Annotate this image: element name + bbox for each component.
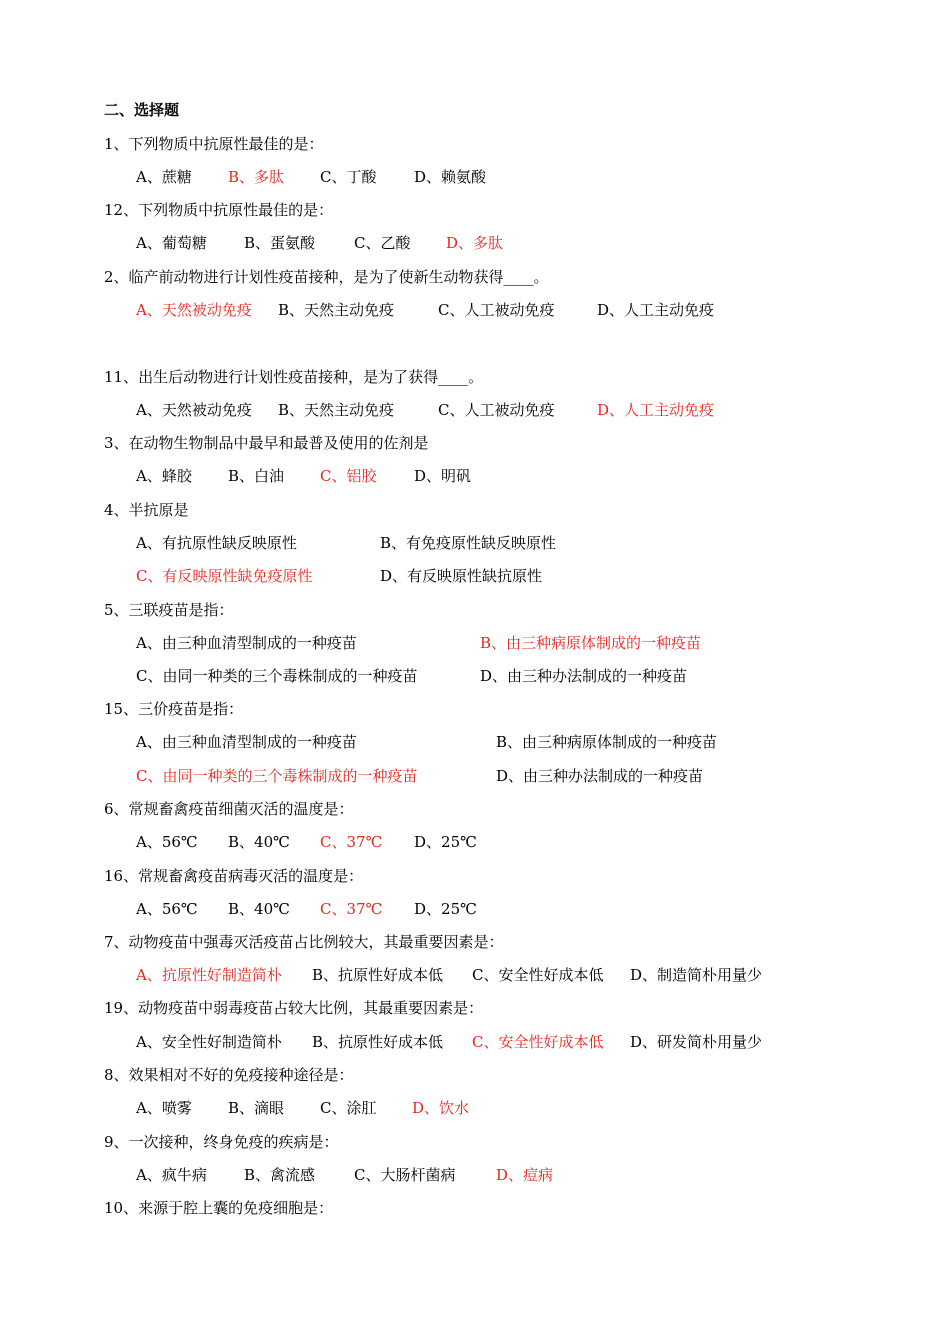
question-stem: 1、下列物质中抗原性最佳的是： bbox=[104, 135, 324, 153]
question-stem: 7、动物疫苗中强毒灭活疫苗占比例较大，其最重要因素是： bbox=[104, 933, 504, 951]
answer-option: D、研发简朴用量少 bbox=[630, 1033, 763, 1051]
question-stem: 8、效果相对不好的免疫接种途径是： bbox=[104, 1066, 354, 1084]
question-stem: 9、一次接种，终身免疫的疾病是： bbox=[104, 1133, 339, 1151]
correct-option: D、人工主动免疫 bbox=[597, 401, 715, 419]
question-stem: 16、常规畜禽疫苗病毒灭活的温度是： bbox=[104, 867, 364, 885]
answer-option: B、蛋氨酸 bbox=[244, 234, 316, 252]
question-stem: 10、来源于腔上囊的免疫细胞是： bbox=[104, 1199, 334, 1217]
answer-option: C、安全性好成本低 bbox=[472, 966, 604, 984]
answer-option: D、有反映原性缺抗原性 bbox=[380, 567, 543, 585]
question-stem: 4、半抗原是 bbox=[104, 501, 189, 519]
answer-option: A、由三种血清型制成的一种疫苗 bbox=[136, 733, 357, 751]
correct-option: C、37℃ bbox=[320, 900, 383, 918]
answer-option: D、由三种办法制成的一种疫苗 bbox=[480, 667, 688, 685]
answer-option: A、由三种血清型制成的一种疫苗 bbox=[136, 634, 357, 652]
correct-option: C、由同一种类的三个毒株制成的一种疫苗 bbox=[136, 767, 418, 785]
question-stem: 5、三联疫苗是指： bbox=[104, 601, 234, 619]
correct-option: B、多肽 bbox=[228, 168, 285, 186]
answer-option: B、天然主动免疫 bbox=[278, 301, 395, 319]
correct-option: D、饮水 bbox=[412, 1099, 470, 1117]
question-stem: 2、临产前动物进行计划性疫苗接种，是为了使新生动物获得____。 bbox=[104, 268, 549, 286]
correct-option: D、多肽 bbox=[446, 234, 504, 252]
section-title: 二、选择题 bbox=[104, 101, 180, 119]
answer-option: C、大肠杆菌病 bbox=[354, 1166, 456, 1184]
question-stem: 19、动物疫苗中弱毒疫苗占较大比例，其最重要因素是： bbox=[104, 999, 484, 1017]
question-stem: 15、三价疫苗是指： bbox=[104, 700, 244, 718]
answer-option: C、乙酸 bbox=[354, 234, 411, 252]
answer-option: D、制造简朴用量少 bbox=[630, 966, 763, 984]
answer-option: A、56℃ bbox=[136, 900, 198, 918]
answer-option: B、滴眼 bbox=[228, 1099, 285, 1117]
answer-option: A、安全性好制造简朴 bbox=[136, 1033, 282, 1051]
answer-option: D、赖氨酸 bbox=[414, 168, 487, 186]
correct-option: C、铝胶 bbox=[320, 467, 377, 485]
answer-option: B、禽流感 bbox=[244, 1166, 316, 1184]
correct-option: D、痘病 bbox=[496, 1166, 554, 1184]
answer-option: C、涂肛 bbox=[320, 1099, 377, 1117]
answer-option: A、喷雾 bbox=[136, 1099, 192, 1117]
answer-option: C、人工被动免疫 bbox=[438, 401, 555, 419]
answer-option: D、25℃ bbox=[414, 900, 477, 918]
answer-option: B、抗原性好成本低 bbox=[312, 1033, 444, 1051]
answer-option: B、40℃ bbox=[228, 900, 290, 918]
answer-option: C、丁酸 bbox=[320, 168, 377, 186]
correct-option: C、安全性好成本低 bbox=[472, 1033, 604, 1051]
answer-option: B、40℃ bbox=[228, 833, 290, 851]
correct-option: B、由三种病原体制成的一种疫苗 bbox=[480, 634, 702, 652]
answer-option: D、由三种办法制成的一种疫苗 bbox=[496, 767, 704, 785]
answer-option: B、有免疫原性缺反映原性 bbox=[380, 534, 557, 552]
answer-option: B、抗原性好成本低 bbox=[312, 966, 444, 984]
question-stem: 6、常规畜禽疫苗细菌灭活的温度是： bbox=[104, 800, 354, 818]
answer-option: A、有抗原性缺反映原性 bbox=[136, 534, 297, 552]
answer-option: B、白油 bbox=[228, 467, 285, 485]
answer-option: B、天然主动免疫 bbox=[278, 401, 395, 419]
correct-option: C、有反映原性缺免疫原性 bbox=[136, 567, 313, 585]
answer-option: A、天然被动免疫 bbox=[136, 401, 252, 419]
correct-option: A、抗原性好制造简朴 bbox=[136, 966, 282, 984]
answer-option: B、由三种病原体制成的一种疫苗 bbox=[496, 733, 718, 751]
answer-option: A、蔗糖 bbox=[136, 168, 192, 186]
answer-option: A、56℃ bbox=[136, 833, 198, 851]
correct-option: A、天然被动免疫 bbox=[136, 301, 252, 319]
answer-option: A、疯牛病 bbox=[136, 1166, 207, 1184]
answer-option: C、由同一种类的三个毒株制成的一种疫苗 bbox=[136, 667, 418, 685]
answer-option: D、明矾 bbox=[414, 467, 472, 485]
answer-option: A、葡萄糖 bbox=[136, 234, 207, 252]
answer-option: D、人工主动免疫 bbox=[597, 301, 715, 319]
answer-option: D、25℃ bbox=[414, 833, 477, 851]
answer-option: C、人工被动免疫 bbox=[438, 301, 555, 319]
question-stem: 3、在动物生物制品中最早和最普及使用的佐剂是 bbox=[104, 434, 429, 452]
question-stem: 12、下列物质中抗原性最佳的是： bbox=[104, 201, 334, 219]
correct-option: C、37℃ bbox=[320, 833, 383, 851]
answer-option: A、蜂胶 bbox=[136, 467, 192, 485]
question-stem: 11、出生后动物进行计划性疫苗接种，是为了获得____。 bbox=[104, 368, 484, 386]
